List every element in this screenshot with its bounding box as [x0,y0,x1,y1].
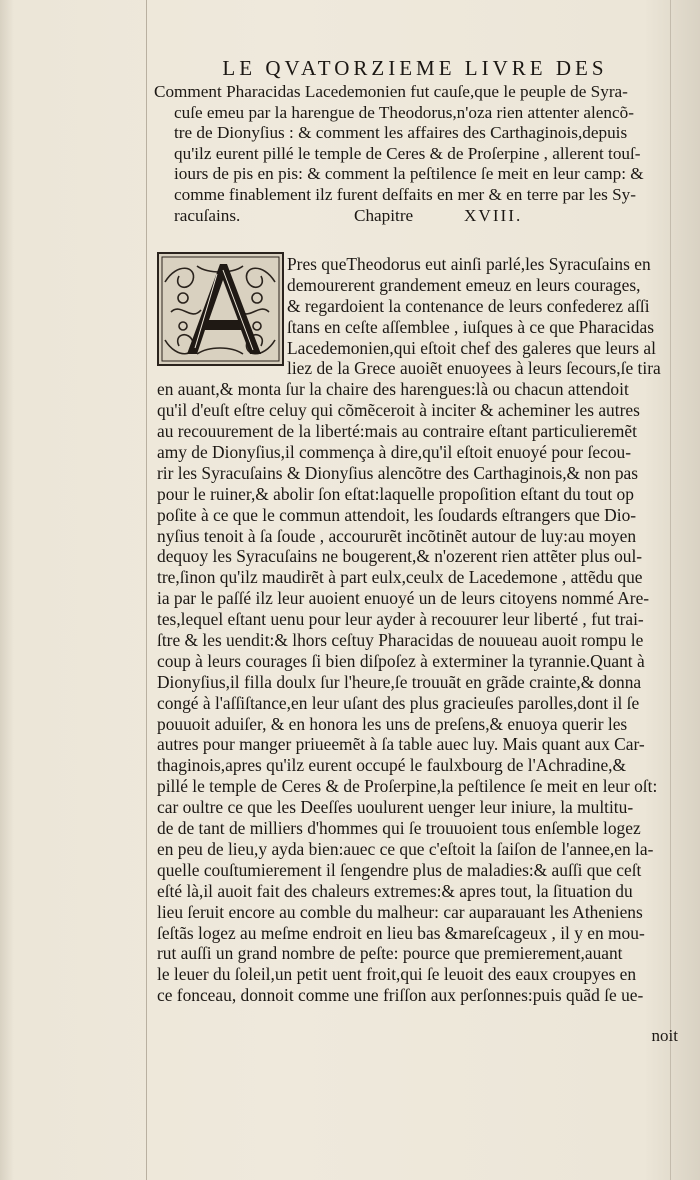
body-line: lieu ſeruit encore au comble du malheur: car auparauant les Atheniens [157,901,643,922]
body-line: dequoy les Syracuſains ne bougerent,& n'ozerent rien attẽter plus oul- [157,546,643,567]
body-line: autres pour manger priueemẽt à ſa table auec luy. Mais quant aux Car- [157,734,645,755]
body-line: Pres queTheodorus eut ainſi parlé,les Syracuſains en [287,254,651,274]
body-line: liez de la Grece auoiẽt enuoyees à leurs ſecours,ſe tira [287,358,661,379]
chapter-number: XVIII. [464,205,523,225]
body-line: nyſius tenoit à ſa ſoude , accoururẽt incõtinẽt autour de luy:au moyen [157,525,637,546]
body-line: coup à leurs courages ſi bien diſpoſez à exterminer la tyrannie.Quant à [157,650,645,671]
body-line: ia par le paſſé ilz leur auoient enuoyé un de leurs citoyens nommé Are- [157,588,650,609]
body-line: tes,lequel eſtant uenu pour leur ayder à recouurer leur liberté , fut trai- [157,609,644,630]
body-line: le leuer du ſoleil,un petit uent froit,qui ſe leuoit des eaux croupyes en [157,964,637,985]
body-line: en auant,& monta ſur la chaire des harengues:là ou chacun attendoit [157,379,629,400]
body-line: qu'il d'euſt eſtre celuy qui cõmẽceroit à inciter & acheminer les autres [157,400,640,421]
body-text [157,254,682,1006]
body-line: Lacedemonien,qui eſtoit chef des galeres que leurs al [287,337,656,358]
body-line: congé à l'aſſiſtance,en leur uſant des plus gracieuſes parolles,dont il ſe [157,692,640,713]
body-line: amy de Dionyſius,il commença à dire,qu'il eſtoit enuoyé pour ſecou- [157,442,631,463]
body-line: de de tant de milliers d'hommes qui ſe trouuoient tous enſemble logez [157,818,641,839]
body-line: ſtans en ceſte aſſemblee , iuſques à ce que Pharacidas [287,316,654,337]
body-line: eſté là,il auoit fait des chaleurs extremes:& apres tout, la ſituation du [157,880,633,901]
body-line: poſite à ce que le commun attendoit, les ſoudards eſtrangers que Dio- [157,504,637,525]
body-line: rir les Syracuſains & Dionyſius alencõtre des Carthaginois,& non pas [157,462,639,483]
summary-line: tre de Dionyſius : & comment les affaires des Carthaginois,depuis [174,123,628,143]
summary-line: iours de pis en pis: & comment la peſtilence ſe meit en leur camp: & [174,164,644,184]
summary-line: cuſe emeu par la harengue de Theodorus,n'oza rien attenter alencõ- [174,102,634,122]
body-line: pouuoit aduiſer, & en honora les uns de preſens,& enuoya querir les [157,713,628,734]
body-line: tre,ſinon qu'ilz maudirẽt à part eulx,ceulx de Lacedemone , attẽdu que [157,567,643,588]
body-line: demourerent grandement emeuz en leurs courages, [287,274,641,295]
body-line: au recouurement de la liberté:mais au contraire eſtant particulieremẽt [157,421,637,442]
summary-line: comme finablement ilz furent deſfaits en mer & en terre par les Sy- [174,184,636,204]
chapter-heading [154,206,682,227]
body-line: Dionyſius,il filla doulx ſur l'heure,ſe trouuãt en grãde crainte,& donna [157,671,642,692]
summary-last-word: racuſains. [174,205,241,225]
body-line: pillé le temple de Ceres & de Proſerpine,la peſtilence ſe meit en leur oſt: [157,776,658,797]
body-line: car oultre ce que les Deeſſes uoulurent uenger leur iniure, la multitu- [157,797,634,818]
summary-line: qu'ilz eurent pillé le temple de Ceres & de Proſerpine , allerent touſ- [174,143,641,163]
body-line: rut auſſi un grand nombre de peſte: pource que premierement,auant [157,943,623,964]
page-edge-rule-left [146,0,147,1180]
body-line: & regardoient la contenance de leurs confederez aſſi [287,295,650,316]
body-line: quelle couſtumierement il ſengendre plus de maladies:& auſſi que ceſt [157,859,642,880]
body-line: en peu de lieu,y ayda bien:auec ce que c'eſtoit la ſaiſon de l'annee,en la- [157,838,654,859]
chapter-word: Chapitre [354,205,414,225]
body-line: ſeſtãs logez au meſme endroit en lieu bas &mareſcageux , il y en mou- [157,922,645,943]
body-line: thaginois,apres qu'ilz eurent occupé le faulxbourg de l'Achradine,& [157,755,627,776]
body-line: ce fonceau, donnoit comme une friſſon aux perſonnes:puis quãd ſe ue- [157,985,644,1006]
body-line: pour le ruiner,& abolir ſon eſtat:laquelle propoſition eſtant du tout op [157,483,634,504]
chapter-summary [154,82,682,226]
summary-line: Comment Pharacidas Lacedemonien fut cauſe,que le peuple de Syra- [154,82,628,101]
catchword: noit [651,1026,678,1045]
body-line: ſtre & les uendit:& lhors ceſtuy Pharacidas de nouueau auoit rompu le [157,630,644,651]
running-head: LE QVATORZIEME LIVRE DES [222,56,608,80]
